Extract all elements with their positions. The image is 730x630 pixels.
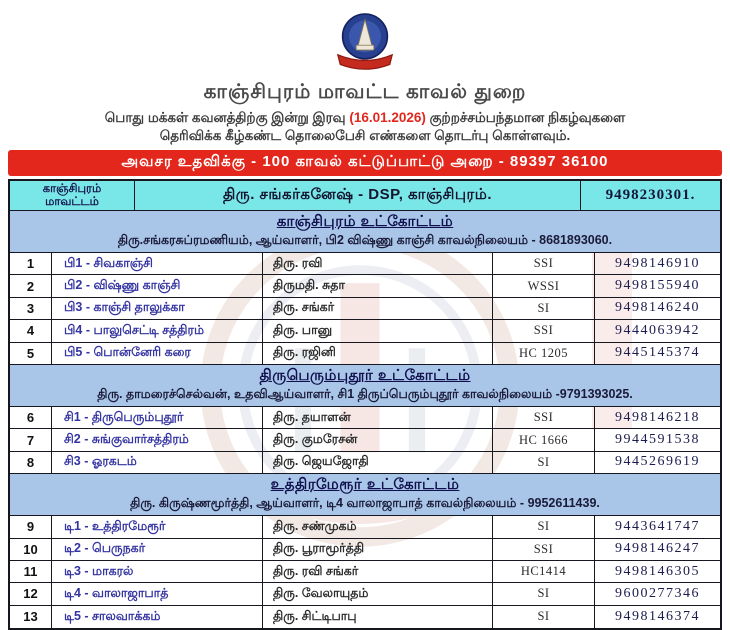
station-name: டி1 - உத்திரமேரூர் bbox=[52, 516, 263, 537]
section-title: காஞ்சிபுரம் உட்கோட்டம் bbox=[276, 213, 454, 230]
station-name: டி3 - மாகரல் bbox=[52, 561, 263, 582]
public-notice-text bbox=[0, 109, 730, 145]
page-header bbox=[0, 0, 730, 145]
row-number: 9 bbox=[10, 516, 52, 537]
officer-rank: HC 1666 bbox=[493, 429, 595, 450]
table-row bbox=[10, 516, 720, 538]
phone-number: 9600277346 bbox=[615, 585, 700, 601]
table-row bbox=[10, 275, 720, 297]
phone-number: 9445145374 bbox=[615, 345, 700, 361]
dsp-officer-name: திரு. சங்கர்கனேஷ் - DSP, காஞ்சிபுரம். bbox=[135, 181, 581, 210]
section-header-thiruperumbudur bbox=[10, 365, 720, 407]
phone-number: 9444063942 bbox=[615, 322, 700, 338]
phone-number: 9944591538 bbox=[615, 432, 700, 448]
station-name: பி1 - சிவகாஞ்சி bbox=[52, 253, 263, 274]
row-number: 8 bbox=[10, 452, 52, 473]
table-row bbox=[10, 343, 720, 365]
emergency-banner: அவசர உதவிக்கு - 100 காவல் கட்டுப்பாட்டு அறை - 89397 36100 bbox=[8, 150, 722, 176]
tamilnadu-police-logo-icon bbox=[323, 10, 407, 74]
section-header-uthiramerur bbox=[10, 474, 720, 516]
inspector-line: திரு. தாமரைச்செல்வன், உதவிஆய்வாளர், சி1 திருப்பெரும்புதூர் காவல்நிலையம் -9791393025. bbox=[97, 386, 633, 401]
officer-rank: HC1414 bbox=[493, 561, 595, 582]
officer-name: திரு. வேலாயுதம் bbox=[263, 583, 493, 604]
officer-name: திரு. ரவி சங்கர் bbox=[263, 561, 493, 582]
station-name: டி2 - பெருநகர் bbox=[52, 539, 263, 560]
notice-line1-prefix: பொது மக்கள் கவனத்திற்கு இன்று இரவு bbox=[104, 110, 350, 125]
table-row bbox=[10, 298, 720, 320]
dsp-phone-number: 9498230301. bbox=[605, 187, 696, 203]
station-name: பி2 - விஷ்ணு காஞ்சி bbox=[52, 275, 263, 296]
officer-rank: SSI bbox=[493, 407, 595, 428]
officer-rank: SI bbox=[493, 516, 595, 537]
station-name: பி4 - பாலுசெட்டி சத்திரம் bbox=[52, 320, 263, 341]
officer-rank: SI bbox=[493, 298, 595, 319]
table-row bbox=[10, 452, 720, 474]
section-header-kanchipuram bbox=[10, 211, 720, 253]
station-name: சி3 - ஓரகடம் bbox=[52, 452, 263, 473]
officer-rank: SI bbox=[493, 606, 595, 628]
officer-name: திருமதி. சுதா bbox=[263, 275, 493, 296]
table-row bbox=[10, 606, 720, 628]
inspector-line: திரு. கிருஷ்ணமூர்த்தி, ஆய்வாளர், டி4 வாலாஜாபாத் காவல்நிலையம் - 9952611439. bbox=[130, 496, 600, 511]
row-number: 12 bbox=[10, 583, 52, 604]
officer-name: திரு. சிட்டிபாபு bbox=[263, 606, 493, 628]
table-row bbox=[10, 429, 720, 451]
officer-rank: SI bbox=[493, 583, 595, 604]
officer-name: திரு. ஜெயஜோதி bbox=[263, 452, 493, 473]
officer-name: திரு. தயாளன் bbox=[263, 407, 493, 428]
row-number: 13 bbox=[10, 606, 52, 628]
officer-rank: WSSI bbox=[493, 275, 595, 296]
station-name: பி3 - காஞ்சி தாலுக்கா bbox=[52, 298, 263, 319]
phone-number: 9445269619 bbox=[615, 454, 700, 470]
row-number: 3 bbox=[10, 298, 52, 319]
officer-name: திரு. பானு bbox=[263, 320, 493, 341]
phone-number: 9443641747 bbox=[615, 518, 700, 534]
officer-name: திரு. பூராமூர்த்தி bbox=[263, 539, 493, 560]
phone-number: 9498146910 bbox=[615, 255, 700, 271]
phone-number: 9498146374 bbox=[615, 608, 700, 624]
notice-line2: தெரிவிக்க கீழ்கண்ட தொலைபேசி எண்களை தொடர்பு கொள்ளவும். bbox=[159, 128, 571, 143]
inspector-line: திரு.சங்கரசுப்ரமணியம், ஆய்வாளர், பி2 விஷ்ணு காஞ்சி காவல்நிலையம் - 8681893060. bbox=[117, 233, 613, 247]
row-number: 11 bbox=[10, 561, 52, 582]
dsp-row bbox=[10, 181, 720, 211]
table-row bbox=[10, 539, 720, 561]
phone-number: 9498146240 bbox=[615, 300, 700, 316]
officer-rank: SSI bbox=[493, 320, 595, 341]
phone-number: 9498146305 bbox=[615, 563, 700, 579]
station-name: சி1 - திருபெரும்புதூர் bbox=[52, 407, 263, 428]
table-row bbox=[10, 561, 720, 583]
row-number: 4 bbox=[10, 320, 52, 341]
row-number: 10 bbox=[10, 539, 52, 560]
phone-number: 9498146218 bbox=[615, 409, 700, 425]
officer-name: திரு. சண்முகம் bbox=[263, 516, 493, 537]
officer-name: திரு. சங்கர் bbox=[263, 298, 493, 319]
phone-number: 9498155940 bbox=[615, 278, 700, 294]
row-number: 1 bbox=[10, 253, 52, 274]
notice-date: (16.01.2026) bbox=[349, 110, 426, 125]
contacts-table bbox=[8, 179, 722, 630]
table-row bbox=[10, 320, 720, 342]
row-number: 5 bbox=[10, 343, 52, 364]
station-name: டி4 - வாலாஜாபாத் bbox=[52, 583, 263, 604]
officer-rank: SI bbox=[493, 452, 595, 473]
row-number: 6 bbox=[10, 407, 52, 428]
notice-line1-suffix: குற்றச்சம்பந்தமான நிகழ்வுகளை bbox=[425, 110, 626, 125]
station-name: டி5 - சாலவாக்கம் bbox=[52, 606, 263, 628]
phone-number: 9498146247 bbox=[615, 541, 700, 557]
table-row bbox=[10, 407, 720, 429]
officer-rank: SSI bbox=[493, 253, 595, 274]
station-name: பி5 - பொன்னேரி கரை bbox=[52, 343, 263, 364]
section-title: திருபெரும்புதூர் உட்கோட்டம் bbox=[259, 366, 471, 384]
station-name: சி2 - சுங்குவார்சத்திரம் bbox=[52, 429, 263, 450]
row-number: 2 bbox=[10, 275, 52, 296]
table-row bbox=[10, 583, 720, 605]
table-row bbox=[10, 253, 720, 275]
officer-name: திரு. ரவி bbox=[263, 253, 493, 274]
officer-name: திரு. ரஜினி bbox=[263, 343, 493, 364]
row-number: 7 bbox=[10, 429, 52, 450]
page-title: காஞ்சிபுரம் மாவட்ட காவல் துறை bbox=[203, 81, 527, 103]
district-label: காஞ்சிபுரம் மாவட்டம் bbox=[10, 181, 135, 210]
officer-rank: SSI bbox=[493, 539, 595, 560]
officer-name: திரு. குமரேசன் bbox=[263, 429, 493, 450]
officer-rank: HC 1205 bbox=[493, 343, 595, 364]
section-title: உத்திரமேரூர் உட்கோட்டம் bbox=[270, 476, 460, 494]
